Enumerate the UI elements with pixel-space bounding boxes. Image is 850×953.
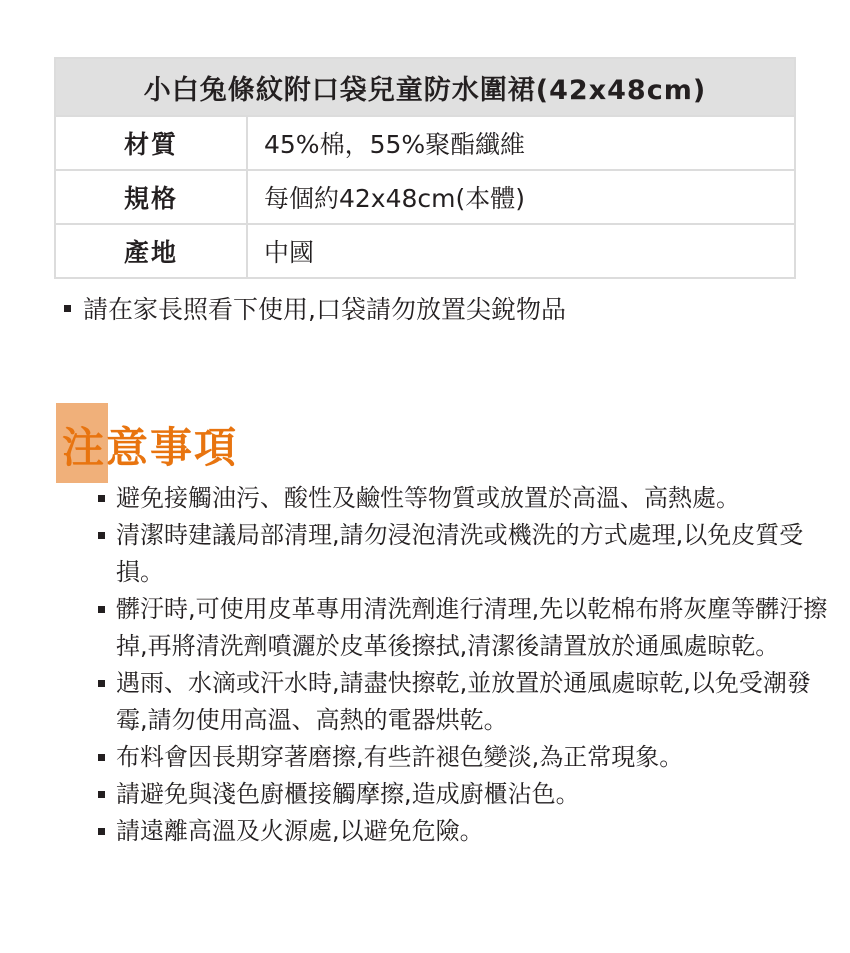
precautions-list [98,480,828,850]
list-item-text: 請遠離高溫及火源處,以避免危險。 [116,817,484,845]
list-item-text: 清潔時建議局部清理,請勿浸泡清洗或機洗的方式處理,以免皮質受損。 [116,521,804,586]
list-item-text: 請避免與淺色廚櫃接觸摩擦,造成廚櫃沾色。 [116,780,580,808]
safety-note [64,290,566,326]
list-item [98,739,828,776]
spec-row-material [56,115,794,169]
spec-value: 每個約42x48cm(本體) [264,184,526,213]
bullet-icon [98,606,105,613]
bullet-icon [98,754,105,761]
list-item-text: 避免接觸油污、酸性及鹼性等物質或放置於高溫、高熱處。 [116,484,740,512]
spec-value: 中國 [264,238,315,267]
spec-table [54,57,796,279]
list-item [98,591,828,665]
spec-row-size [56,169,794,223]
spec-row-origin [56,223,794,277]
spec-label: 產地 [56,225,248,277]
list-item [98,517,828,591]
spec-table-title: 小白兔條紋附口袋兒童防水圍裙(42x48cm) [56,59,794,115]
precautions-title: 注意事項 [62,423,239,472]
safety-note-text: 請在家長照看下使用,口袋請勿放置尖銳物品 [83,295,566,324]
list-item-text: 布料會因長期穿著磨擦,有些許褪色變淡,為正常現象。 [116,743,684,771]
list-item [98,480,828,517]
list-item-text: 遇雨、水滴或汗水時,請盡快擦乾,並放置於通風處晾乾,以免受潮發霉,請勿使用高溫、高熱的電器烘乾。 [116,669,811,734]
bullet-icon [64,305,71,312]
spec-label: 材質 [56,117,248,169]
bullet-icon [98,532,105,539]
list-item [98,813,828,850]
list-item [98,776,828,813]
bullet-icon [98,495,105,502]
list-item-text: 髒汙時,可使用皮革專用清洗劑進行清理,先以乾棉布將灰塵等髒汙擦掉,再將清洗劑噴灑於皮革後擦拭,清潔後請置放於通風處晾乾。 [116,595,828,660]
bullet-icon [98,680,105,687]
bullet-icon [98,791,105,798]
spec-value: 45%棉，55%聚酯纖維 [264,130,526,159]
spec-label: 規格 [56,171,248,223]
bullet-icon [98,828,105,835]
list-item [98,665,828,739]
